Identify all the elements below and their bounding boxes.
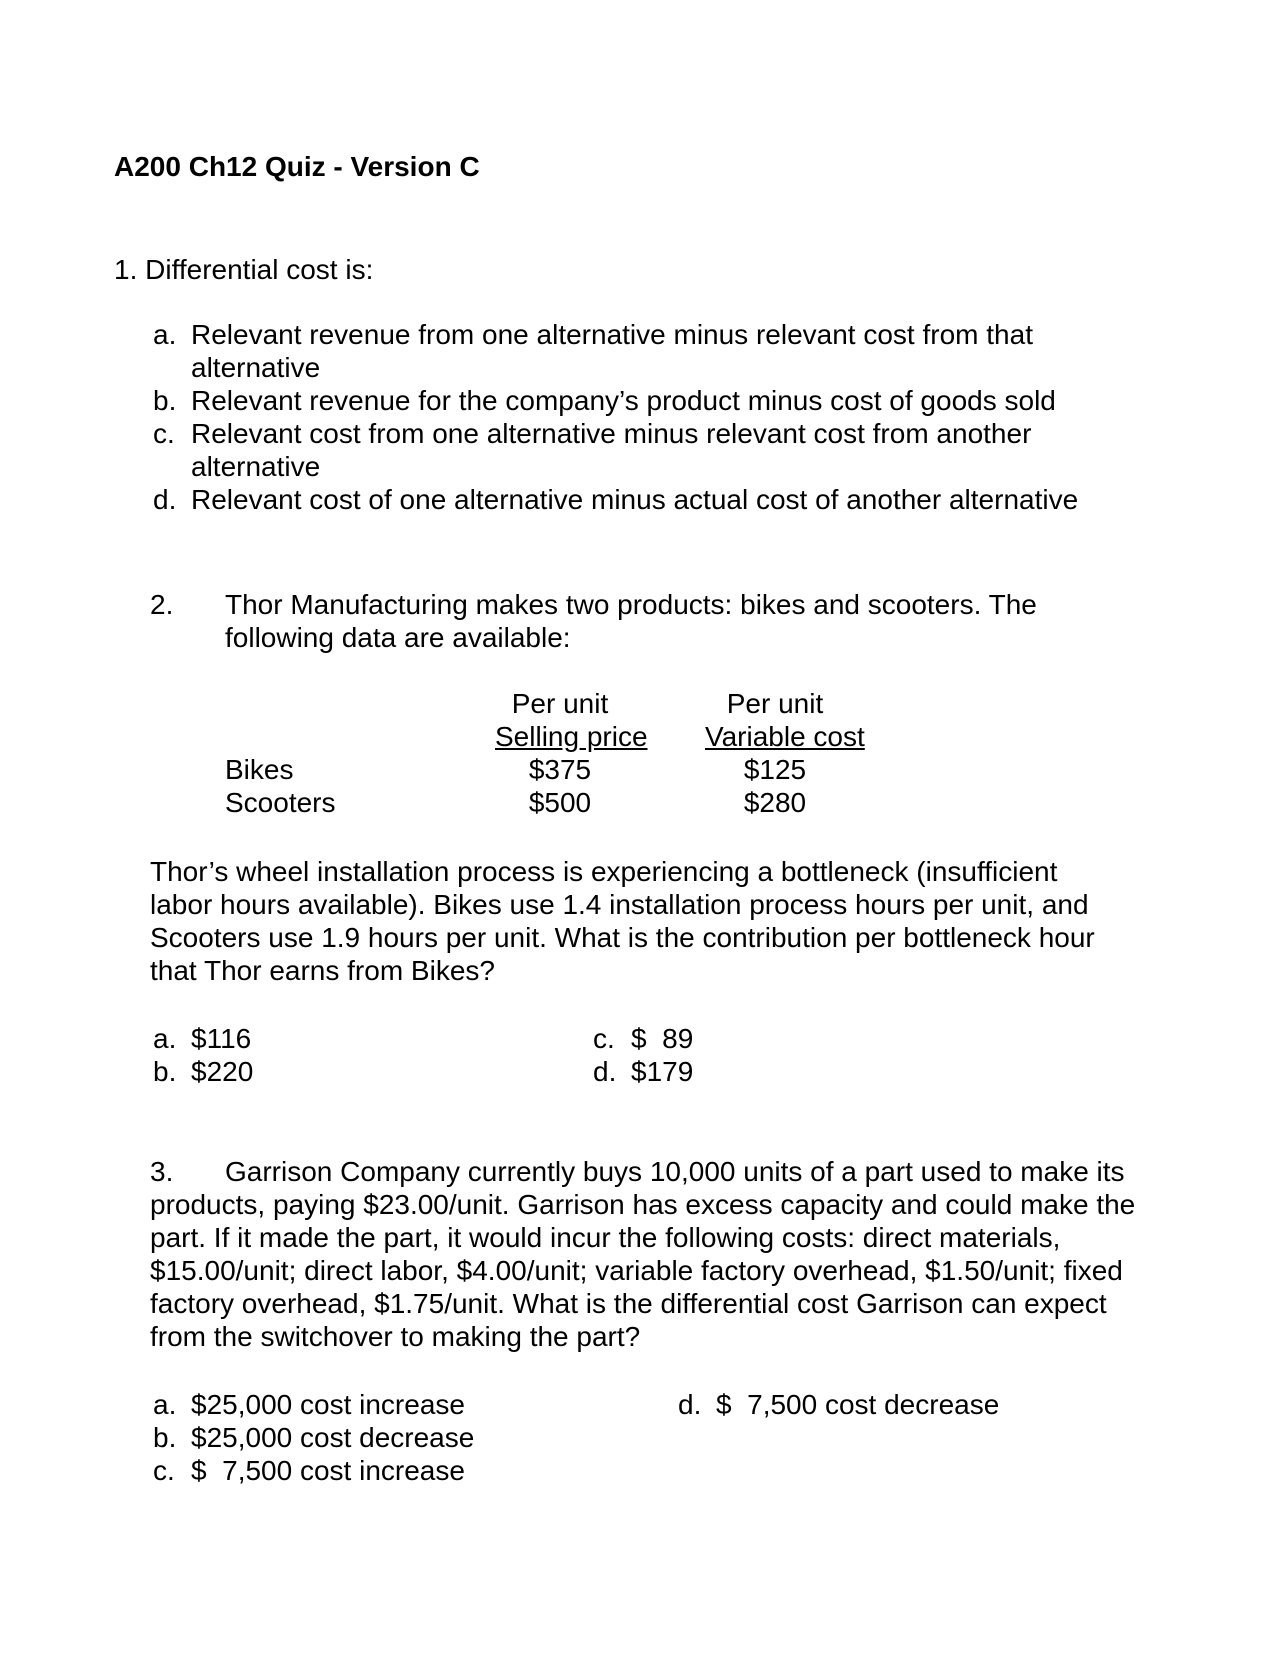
question-3-paragraph — [150, 1155, 1140, 1353]
selling-price-header-top: Per unit — [511, 688, 609, 719]
question-1-options — [153, 318, 1153, 516]
option-text: Relevant cost of one alternative minus actual cost of another alternative — [191, 484, 1079, 515]
question-2-option-d — [593, 1055, 693, 1088]
question-2-options-right — [593, 1022, 693, 1088]
option-text: $ 89 — [631, 1023, 694, 1054]
option-letter: b. — [153, 1422, 177, 1453]
question-2-option-a — [153, 1022, 253, 1055]
option-text: $ 7,500 cost increase — [191, 1455, 465, 1486]
question-1-option-c — [153, 417, 1153, 483]
option-letter: a. — [153, 1023, 177, 1054]
option-letter: a. — [153, 1389, 177, 1420]
question-1-option-d — [153, 483, 1153, 516]
option-text: Relevant cost from one alternative minus relevant cost from another alternative — [191, 418, 1032, 482]
question-2-options-left — [153, 1022, 253, 1088]
option-text: $116 — [191, 1023, 252, 1054]
question-3-option-c — [153, 1454, 474, 1487]
product-name: Scooters — [225, 787, 336, 818]
question-2-option-c — [593, 1022, 693, 1055]
question-3-options-left — [153, 1388, 474, 1487]
variable-cost-header-top: Per unit — [726, 688, 824, 719]
option-letter: c. — [153, 418, 175, 449]
option-letter: c. — [153, 1455, 175, 1486]
question-1-option-a — [153, 318, 1153, 384]
question-2-option-b — [153, 1055, 253, 1088]
question-1-option-b — [153, 384, 1153, 417]
option-letter: c. — [593, 1023, 615, 1054]
variable-cost-value: $125 — [743, 754, 807, 785]
product-name: Bikes — [225, 754, 294, 785]
option-text: $220 — [191, 1056, 254, 1087]
option-text: $25,000 cost decrease — [191, 1422, 475, 1453]
option-letter: d. — [153, 484, 177, 515]
option-letter: b. — [153, 385, 177, 416]
question-3-text: Garrison Company currently buys 10,000 units of a part used to make its products, paying $23.00/unit. Garrison has excess capacity and could make the part. If it made the part, it would incur the following costs: direct materials, $15.00/unit; direct labor, $4.00/unit; variable factory overhead, $1.50/unit; fixed factory overhead, $1.75/unit. What is the differential cost Garrison can expect from the switchover to making the part? — [150, 1156, 1136, 1352]
question-2-number: 2. — [150, 589, 174, 620]
selling-price-header: Selling price — [495, 721, 648, 752]
question-2-paragraph: Thor’s wheel installation process is experiencing a bottleneck (insufficient labor hours available). Bikes use 1.4 installation process hours per unit, and Scooters use 1.9 hours per unit. What is the contribution per bottleneck hour that Thor earns from Bikes? — [150, 856, 1095, 986]
question-2-stem: Thor Manufacturing makes two products: bikes and scooters. The following data are available: — [225, 589, 1037, 653]
option-letter: a. — [153, 319, 177, 350]
variable-cost-value: $280 — [743, 787, 807, 818]
selling-price-value: $500 — [528, 787, 592, 818]
option-text: $ 7,500 cost decrease — [716, 1389, 1000, 1420]
option-text: Relevant revenue from one alternative minus relevant cost from that alternative — [191, 319, 1033, 383]
question-3-option-a — [153, 1388, 474, 1421]
option-text: $25,000 cost increase — [191, 1389, 465, 1420]
variable-cost-header: Variable cost — [705, 721, 865, 752]
question-3-options-right — [678, 1388, 999, 1421]
page-title: A200 Ch12 Quiz - Version C — [114, 151, 480, 182]
selling-price-value: $375 — [528, 754, 592, 785]
question-3-option-b — [153, 1421, 474, 1454]
option-letter: d. — [593, 1056, 617, 1087]
option-letter: b. — [153, 1056, 177, 1087]
question-3-option-d — [678, 1388, 999, 1421]
option-text: $179 — [631, 1056, 694, 1087]
question-1-stem: 1. Differential cost is: — [114, 254, 374, 285]
question-3-number: 3. — [150, 1156, 174, 1187]
option-letter: d. — [678, 1389, 702, 1420]
option-text: Relevant revenue for the company’s product minus cost of goods sold — [191, 385, 1056, 416]
